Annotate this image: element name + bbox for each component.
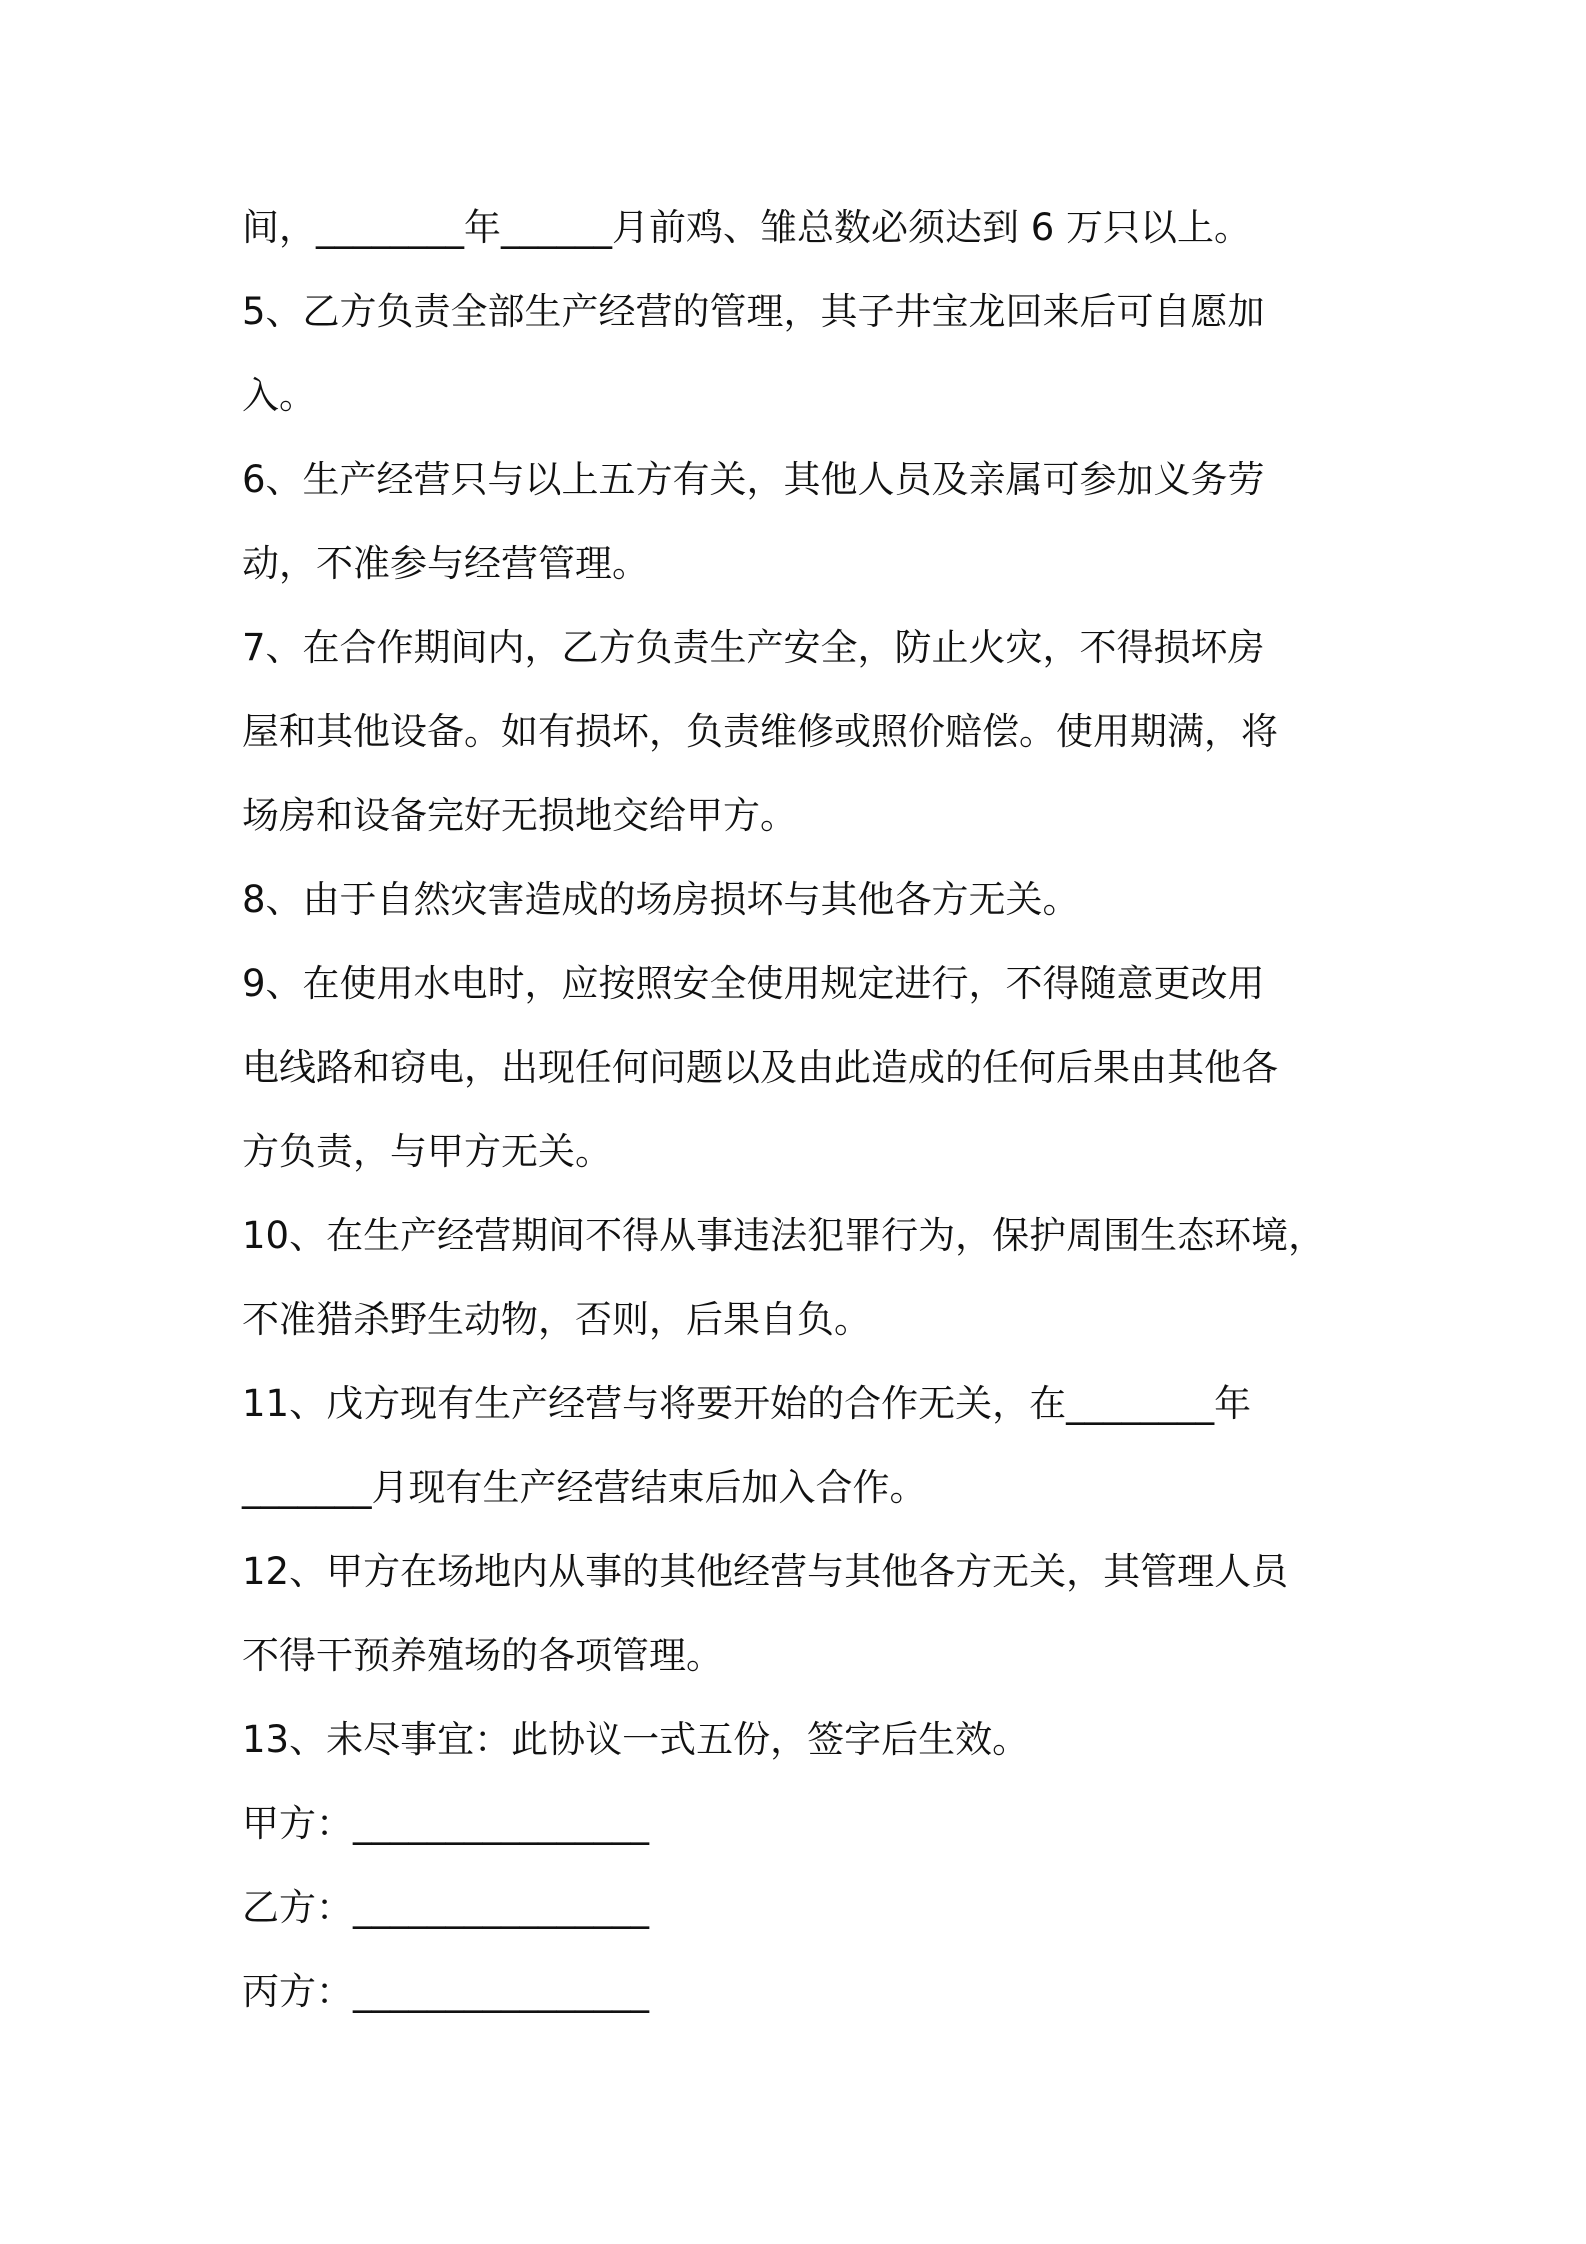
text-line: _______月现有生产经营结束后加入合作。	[242, 1466, 927, 1509]
text-line: 不得干预养殖场的各项管理。	[242, 1634, 723, 1677]
text-line: 动，不准参与经营管理。	[242, 542, 649, 585]
text-line: 5、乙方负责全部生产经营的管理，其子井宝龙回来后可自愿加	[242, 290, 1265, 333]
text-line: 场房和设备完好无损地交给甲方。	[242, 794, 797, 837]
signature-line-party-c: 丙方：________________	[242, 1970, 649, 2013]
text-line: 方负责，与甲方无关。	[242, 1130, 612, 1173]
text-line: 12、甲方在场地内从事的其他经营与其他各方无关，其管理人员	[242, 1550, 1289, 1593]
text-line: 10、在生产经营期间不得从事违法犯罪行为，保护周围生态环境，	[242, 1214, 1326, 1257]
text-line: 8、由于自然灾害造成的场房损坏与其他各方无关。	[242, 878, 1080, 921]
signature-line-party-b: 乙方：________________	[242, 1886, 649, 1929]
text-line: 9、在使用水电时，应按照安全使用规定进行，不得随意更改用	[242, 962, 1265, 1005]
text-line: 屋和其他设备。如有损坏，负责维修或照价赔偿。使用期满，将	[242, 710, 1278, 753]
text-line: 11、戊方现有生产经营与将要开始的合作无关，在________年	[242, 1382, 1252, 1425]
text-line: 间，________年______月前鸡、雏总数必须达到 6 万只以上。	[242, 206, 1252, 249]
text-line: 电线路和窃电，出现任何问题以及由此造成的任何后果由其他各	[242, 1046, 1278, 1089]
signature-line-party-a: 甲方：________________	[242, 1802, 649, 1845]
text-line: 13、未尽事宜：此协议一式五份，签字后生效。	[242, 1718, 1030, 1761]
text-line: 不准猎杀野生动物，否则，后果自负。	[242, 1298, 871, 1341]
text-line: 7、在合作期间内，乙方负责生产安全，防止火灾，不得损坏房	[242, 626, 1265, 669]
text-line: 6、生产经营只与以上五方有关，其他人员及亲属可参加义务劳	[242, 458, 1265, 501]
text-line: 入。	[242, 374, 316, 417]
